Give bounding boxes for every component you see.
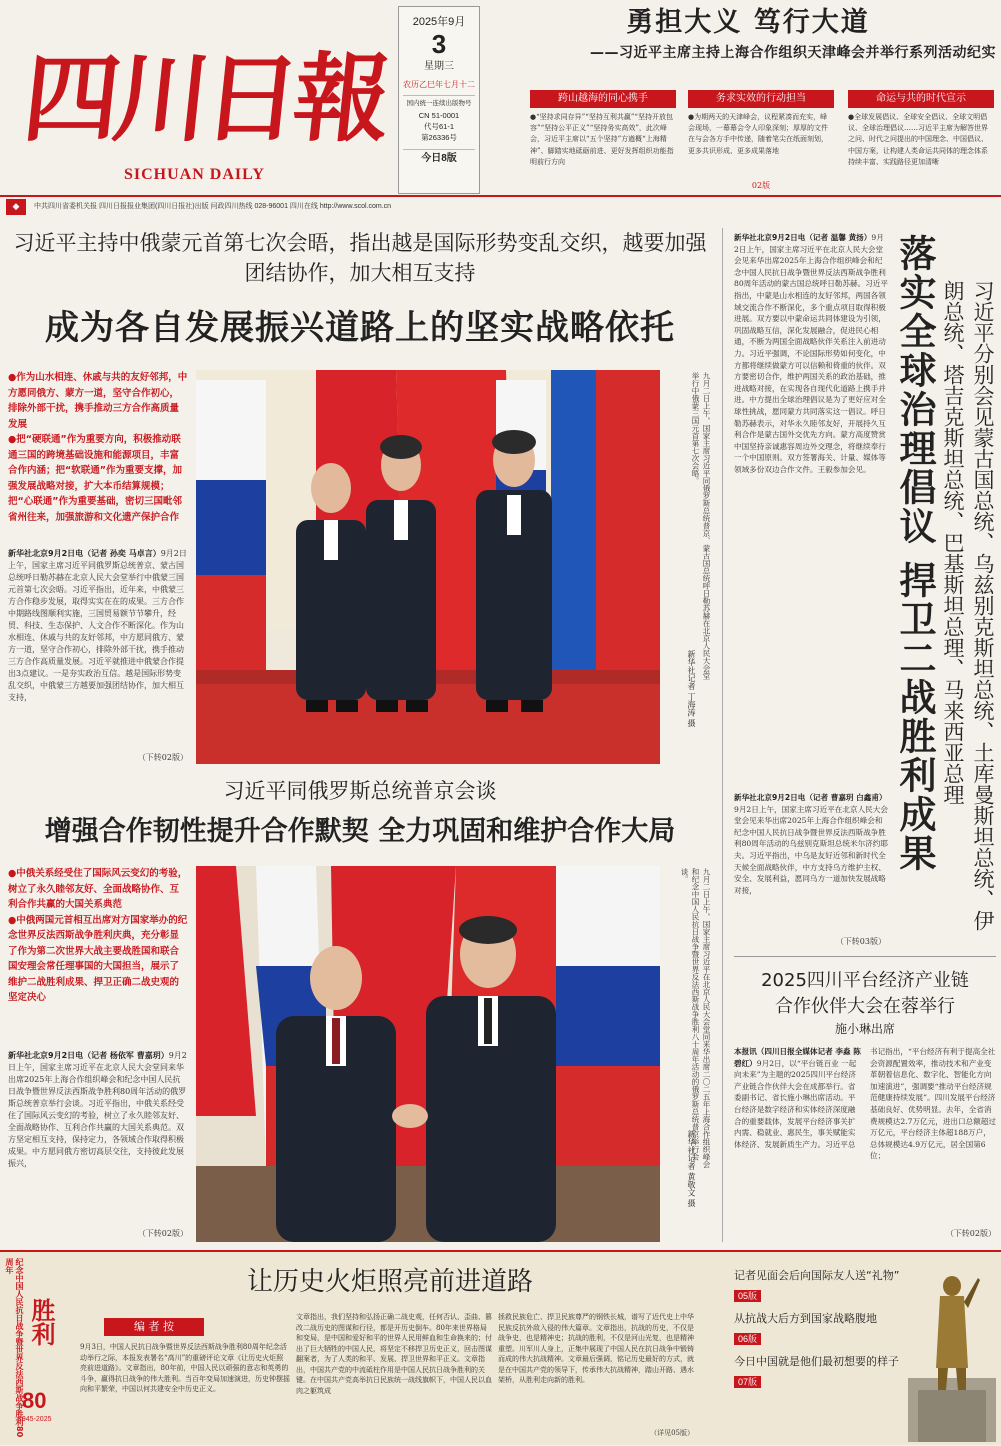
banner-80: 80 — [22, 1388, 47, 1413]
photo-talks-svg — [196, 866, 660, 1242]
banner-side-text: 纪念中国人民抗日战争暨世界反法西斯战争胜利80周年 — [5, 1258, 24, 1438]
cn-code: CN 51-0001 — [418, 111, 460, 120]
link-1[interactable]: 记者见面会后向国际友人送“礼物” — [734, 1269, 900, 1282]
bottom-links — [734, 1268, 904, 1389]
econ-title-2: 合作伙伴大会在蓉举行 — [775, 996, 955, 1017]
masthead-divider — [0, 195, 1001, 197]
logo-chinese: 四川日報 — [18, 42, 390, 155]
art2-byline: 新华社北京9月2日电（记者 杨依军 曹嘉玥） — [8, 1051, 169, 1060]
right-body-2-text: 9月2日上午，国家主席习近平在北京人民大会堂会见来华出席2025年上海合作组织峰会和纪念中国人民抗日战争暨世界反法西斯战争胜利80周年活动的乌兹别克斯坦总统米尔济约耶夫。习近平指出，中乌是友好近邻和新时代全天候全面战略伙伴，中方支持乌方维护主权、安全、发展利益，愿同乌方一道加快发展战略对接， — [734, 804, 888, 895]
art1-bullet-1: ●作为山水相连、休戚与共的友好邻邦，中方愿同俄方、蒙方一道，坚守合作初心，排除外部干扰，携手推动三方合作高质量发展 — [8, 372, 188, 430]
date-box — [398, 6, 480, 194]
tab-1[interactable]: 跨山越海的同心携手 — [530, 90, 676, 108]
date-month: 2025年9月 — [412, 16, 466, 28]
art1-body-text: 9月2日上午，国家主席习近平同俄罗斯总统普京、蒙古国总统呼日勒苏赫在北京人民大会堂举行中俄蒙三国元首第七次会晤。习近平指出，近年来，中俄蒙三方合作稳步发展，取得实实在在的成果。三方合作中期路线图顺利实施，三国贸易额节节攀升，经贸、科技、生态保护、人文合作不断深化。作为山水相连、休戚与共的友好邻邦，中方愿同俄方、蒙方一道，坚守合作初心，排除外部干扰，携手推动三方合作高质量发展。习近平就推进中俄蒙合作提出3点建议。一是夯实政治互信。越是国际形势变乱交织，中俄蒙三方越要加强团结协作，加大相互支持， — [8, 549, 187, 702]
art2-body — [8, 1050, 188, 1170]
link-3-page — [734, 1370, 904, 1389]
logo-english: SICHUAN DAILY — [124, 166, 265, 183]
tab-2[interactable]: 务求实效的行动担当 — [688, 90, 834, 108]
photo-trilateral-svg — [196, 370, 660, 764]
publisher-bar: 中共四川省委机关报 四川日报报业集团(四川日报社)出版 问政四川热线 028-96001 四川在线 http://www.scol.com.cn — [34, 203, 392, 210]
link-2[interactable]: 从抗战大后方到国家战略腹地 — [734, 1312, 877, 1325]
econ-top-rule — [734, 956, 996, 957]
art2-kicker: 习近平同俄罗斯总统普京会谈 — [223, 779, 497, 803]
link-2-page — [734, 1327, 904, 1346]
tab-1-text: ●“坚持求同存异”“坚持互利共赢”“坚持开放包容”“坚持公平正义”“坚持务实高效”，此次峰会，习近平主席以“五个坚持”方遒概“上海精神”、脚踏实地砥砺前进、更好发挥组织功能指明前行方向 — [530, 113, 674, 166]
art1-title: 成为各自发展振兴道路上的坚实战略依托 — [45, 308, 675, 348]
art2-bullet-2: ●中俄两国元首相互出席对方国家举办的纪念世界反法西斯战争胜利庆典，充分彰显了作为第二次世界大战主要战胜国和联合国安理会常任理事国的大国担当，展示了维护二战胜利成果、捍卫正确二战史观的坚定决心 — [8, 914, 188, 1003]
art1-bullet-2: ●把“硬联通”作为重要方向，积极推动联通三国的跨境基础设施和能源项目，丰富合作内涵；把“软联通”作为重要支撑，加强发展战略对接，扩大本币结算规模；把“心联通”作为重要基础，密切三国毗邻省州往来，加强旅游和文化遗产保护合作 — [8, 434, 182, 523]
link-1-page — [734, 1284, 904, 1303]
right-byline-2: 新华社北京9月2日电（记者 曹嘉玥 白鑫甫） — [734, 793, 887, 802]
bottom-title: 让历史火炬照亮前进道路 — [246, 1267, 533, 1297]
art1-continue[interactable]: （下转02版） — [137, 753, 188, 762]
link-1-tag[interactable]: 05版 — [734, 1290, 761, 1302]
banner-years: 1945-2025 — [18, 1416, 52, 1423]
art2-body-text: 9月2日上午，国家主席习近平在北京人民大会堂同来华出席2025年上海合作组织峰会和纪念中国人民抗日战争暨世界反法西斯战争胜利80周年活动的俄罗斯总统普京举行会谈。习近平指出，中俄关系经受住了国际风云变幻的考验，树立了永久睦邻友好、全面战略协作、互利合作共赢的大国关系典范。双方坚定相互支持，保持定力，各领域合作取得积极成果。中方愿同俄方密切高层交往，支持彼此发展振兴， — [8, 1051, 187, 1168]
right-rule — [722, 228, 723, 1242]
photo1-caption: 九月二日上午，国家主席习近平同俄罗斯总统普京、蒙古国总统呼日勒苏赫在北京人民大会堂举行中俄蒙三国元首第七次会晤。 — [691, 372, 711, 680]
page-count: 今日8版 — [403, 149, 475, 168]
banner-big: 胜利 — [27, 1298, 56, 1346]
econ-body-2: 书记指出，“平台经济有利于提高全社会资源配置效率，推动技术和产业变革朝着信息化、数字化、智能化方向加速演进”，强调要“推动平台经济规范健康持续发展”。四川发展平台经济基础良好、优势明显。去年，全省消费规模达2.7万亿元，进出口总额超过万亿元，平台经济主体超188万户，总体规模达4.9万亿元，居全国第6位； — [870, 1047, 996, 1161]
cn-label: 国内统一连续出版物号 — [406, 100, 472, 107]
anniversary-banner — [4, 1258, 68, 1438]
tab-2-page: 02版 — [751, 181, 771, 190]
issue-number: 第26336号 — [421, 133, 457, 142]
bottom-continue[interactable]: （详见05版） — [650, 1429, 694, 1437]
econ-continue[interactable]: （下转02版） — [945, 1229, 996, 1238]
right-headline-b: 习近平分别会见蒙古国总统、乌兹别克斯坦总统、土库曼斯坦总统、伊朗总统、塔吉克斯坦总统、巴基斯坦总理、马来西亚总理 — [941, 280, 995, 931]
bottom-col-2: 文章指出，我们坚持和弘扬正确二战史观，任何否认、歪曲、篡改二战历史的图谋和行径，都是开历史倒车。80年来世界格局和变局，是中国和爱好和平的世界人民用鲜血和生命换来的；付出了巨大牺牲的中国人民，将坚定不移捍卫历史正义，回击图谋翻案者，为了人类的和平、发展、捍卫世界和平正义。文章指出，中国共产党的中流砥柱作用是中国人民抗日战争胜利的关键。在中国共产党高举抗日民族统一战线旗帜下，中国人民以血肉之躯筑成 — [296, 1313, 492, 1395]
tab-2-text: ●为期两天的天津峰会，议程紧凑而充实，峰会现场，一幕幕会令人印象深刻；厚厚的文件在与会各方手中传递，随着笔尖在纸面刻划，更多共识形成、更多成果落地 — [688, 113, 828, 155]
lead-subtitle: ——习近平主席主持上海合作组织天津峰会并举行系列活动纪实 — [590, 45, 996, 61]
date-weekday: 星期三 — [424, 61, 454, 72]
photo2-credit: 新华社记者 黄敬文 摄 — [687, 1130, 696, 1208]
link-2-tag[interactable]: 06版 — [734, 1333, 761, 1345]
art1-byline: 新华社北京9月2日电（记者 孙奕 马卓言） — [8, 549, 161, 558]
bottom-col-1: 9月3日，中国人民抗日战争暨世界反法西斯战争胜利80周年纪念活动举行之际，本报发表署名“高川”的重磅评论文章《让历史火炬照亮前进道路》。文章指出，80年前，中国人民以顽强的意志和英勇的斗争，赢得抗日战争的伟大胜利。当百年变局加速演进，历史钟摆摇向和平繁荣，中国以何共建安全中历史正义。 — [80, 1343, 290, 1393]
date-lunar: 农历乙巳年七月十二 — [403, 75, 475, 96]
art2-title: 增强合作韧性提升合作默契 全力巩固和维护合作大局 — [44, 816, 676, 847]
statue-photo — [908, 1258, 996, 1442]
right-byline-1: 新华社北京9月2日电（记者 温馨 黄扬） — [734, 233, 872, 242]
bottom-col-3: 拯救民族危亡、捍卫民族尊严的钢铁长城，谱写了近代史上中华民族反抗外敌入侵的伟大篇章。文章指出，抗战的历史，不仅是战争史，也是精神史；抗战的胜利，不仅是河山光复，也是精神重塑。川军川人身上，正集中展现了中国人民在抗日战争中锻铸而成的伟大抗战精神。文章最后强调，铭记历史最好的方式，就是在中国共产党的领导下，传承伟大抗战精神，踏山开路、遇水架桥，从胜利走向新的胜利。 — [498, 1313, 694, 1384]
link-3[interactable]: 今日中国就是他们最初想要的样子 — [734, 1355, 899, 1368]
tab-3-text: ●全球发展倡议、全球安全倡议、全球文明倡议、全球治理倡议……习近平主席为解答世界之问、时代之问提出的中国理念、中国倡议、中国方案，让构建人类命运共同体的理念体系持续丰富、实践路径更加清晰 — [848, 113, 988, 166]
econ-byline: 本报讯（四川日报全媒体记者 李淼 陈碧红） — [734, 1047, 861, 1068]
tab-3[interactable]: 命运与共的时代宣示 — [848, 90, 994, 108]
post-code: 代号61-1 — [423, 122, 454, 131]
masthead-logo — [18, 14, 390, 184]
photo2-caption: 九月二日上午，国家主席习近平在北京人民大会堂同来华出席二〇二五年上海合作组织峰会和纪念中国人民抗日战争暨世界反法西斯战争胜利八十周年活动的俄罗斯总统普京举行会谈。 — [680, 868, 711, 1168]
econ-title-1: 2025四川平台经济产业链 — [761, 970, 969, 991]
editor-note-tag: 编 者 按 — [104, 1318, 204, 1336]
econ-body-1-text: 9月2日，以“平台链百业 一起向未来”为主题的2025四川平台经济产业链合作伙伴大会在成都举行。省委副书记、省长施小琳出席活动。平台经济是数字经济和实体经济深度融合的重要载体，发展平台经济事关扩内需、稳就业、惠民生，事关赋能实体经济、发展新质生产力。习近平总 — [734, 1058, 857, 1149]
photo-xi-putin-talks — [196, 866, 660, 1242]
right-body-1-text: 9月2日上午，国家主席习近平在北京人民大会堂会见来华出席2025年上海合作组织峰会和纪念中国人民抗日战争暨世界反法西斯战争胜利80周年活动的蒙古国总统呼日勒苏赫。习近平指出，中蒙是山水相连的友好邻邦，两国各领域交流合作不断深化，多个重点项目取得积极进展。双方要以中蒙命运共同体建设为引领，巩固战略互信，深化发展融合，促进民心相通，不断为两国全面战略伙伴关系注入前进动力。习近平强调，不论国际形势如何变化，中方都将继续做蒙方可以信赖和倚重的伙伴。双方要密切合作，维护两国关系的政治基础，推进战略对接，在实现各自现代化道路上携手并进。中方提出全球治理倡议是为了更好应对全球性挑战，愿同蒙方共同落实这一倡议。呼日勒苏赫表示，对华永久睦邻友好，开展持久互利合作是蒙古国外交优先方向。蒙方高度赞赏中国坚持亲诚惠容周边外交理念，将继续奉行一个中国原则。双方签署海关、计量、媒体等领域多份双边合作文件。王毅参加会见。 — [734, 233, 888, 474]
statue-svg — [908, 1258, 996, 1442]
lead-title: 勇担大义 笃行大道 — [626, 7, 870, 38]
art1-body — [8, 548, 188, 704]
right-body-1 — [734, 232, 888, 475]
art1-kicker: 习近平主持中俄蒙元首第七次会晤，指出越是国际形势变乱交织，越要加强团结协作，加大相互支持 — [13, 231, 707, 285]
link-3-tag[interactable]: 07版 — [734, 1376, 761, 1388]
art2-bullet-1: ●中俄关系经受住了国际风云变幻的考验，树立了永久睦邻友好、全面战略协作、互利合作共赢的大国关系典范 — [8, 868, 188, 910]
art1-bullets — [8, 370, 188, 525]
right-continue[interactable]: （下转03版） — [835, 937, 886, 946]
date-day: 3 — [431, 29, 447, 59]
lead-story-header — [500, 4, 996, 64]
right-headline-a: 落实全球治理倡议 捍卫二战胜利成果 — [893, 234, 936, 873]
photo-trilateral-meeting — [196, 370, 660, 764]
econ-sub: 施小琳出席 — [834, 1022, 895, 1036]
art2-bullets — [8, 866, 188, 1006]
art2-continue[interactable]: （下转02版） — [137, 1229, 188, 1238]
photo1-credit: 新华社记者 丁海涛 摄 — [687, 650, 696, 728]
econ-body-1 — [734, 1046, 862, 1150]
small-logo-icon: ◆ — [6, 199, 26, 215]
right-body-2 — [734, 792, 888, 896]
